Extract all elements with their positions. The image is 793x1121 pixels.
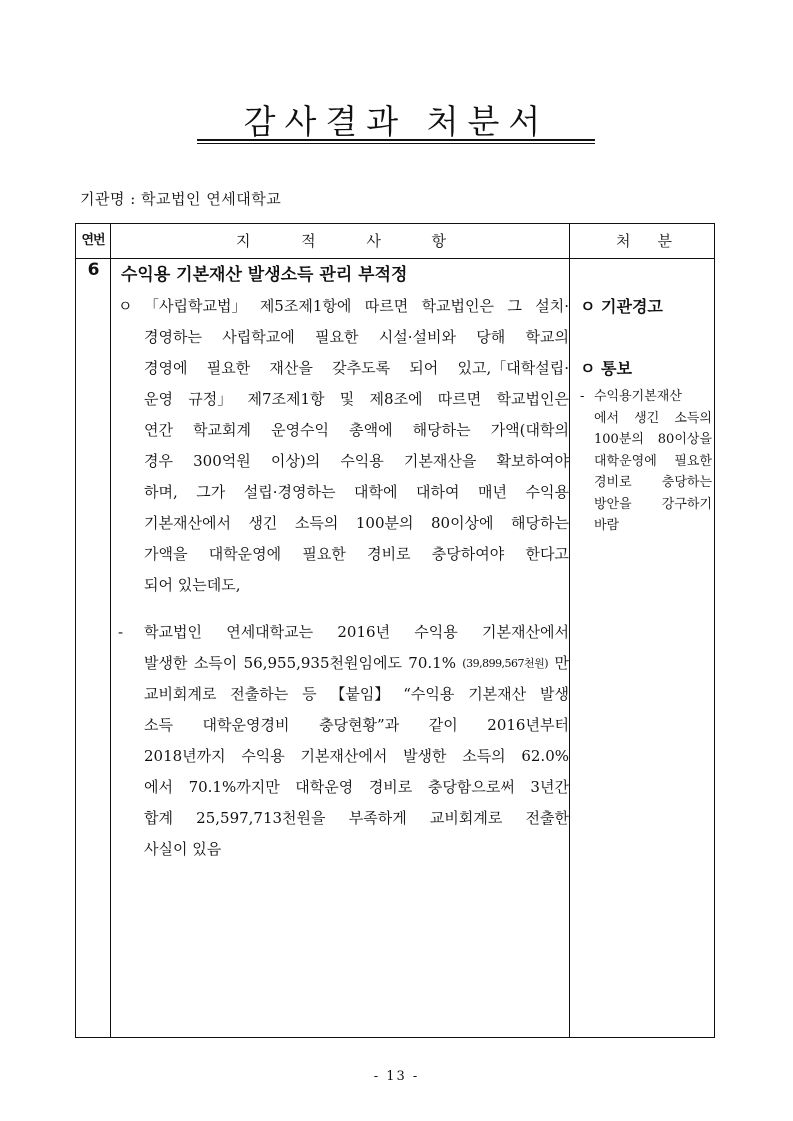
text-word: 대하여: [416, 483, 460, 501]
text-word: 25,597,713천원을: [196, 809, 326, 827]
text-word: 시설·설비와: [378, 328, 456, 346]
finding-paragraph-2: [114, 617, 569, 865]
text-line: [114, 446, 569, 477]
text-word: 확보하여야: [496, 452, 569, 470]
text-word: 기본재산에서: [300, 747, 388, 765]
text-word: 필요한: [314, 328, 359, 346]
text-word: 운영수익: [271, 421, 330, 439]
text-word: 재산을: [269, 359, 313, 377]
text-word: 하며,: [144, 483, 178, 501]
text-word: 부족하게: [348, 809, 407, 827]
text-word: 등: [302, 685, 317, 703]
text-word: 만: [554, 654, 569, 672]
text-word: 해당하는: [412, 421, 471, 439]
text-word: 대학운영에: [594, 453, 657, 469]
text-word: 2016년부터: [487, 716, 569, 734]
action-column: [576, 224, 714, 1039]
text-word: 되어 있는데도,: [144, 576, 241, 594]
text-word: 소득이: [193, 654, 238, 672]
text-word: 사립학교에: [222, 328, 295, 346]
text-word: 필요한: [674, 453, 712, 469]
text-word: 수익용: [241, 747, 285, 765]
text-word: 경영에: [144, 359, 188, 377]
text-line: [114, 710, 569, 741]
text-word: 그: [507, 297, 522, 315]
text-line: [114, 570, 569, 601]
text-word: 대학에: [354, 483, 398, 501]
text-word: 2018년까지: [144, 747, 226, 765]
text-line: [114, 353, 569, 384]
text-word: 같이: [428, 716, 458, 734]
text-word: 제5조제1항에: [259, 297, 352, 315]
item-number: 6: [87, 260, 100, 280]
text-word: 에서: [144, 778, 173, 796]
text-word: 한다고: [525, 545, 569, 563]
title-underline-thin: [197, 143, 595, 144]
text-word: 방안을: [594, 496, 632, 512]
text-word: 발생: [539, 685, 569, 703]
text-line: [580, 429, 712, 451]
text-line: [580, 408, 712, 430]
text-line: [114, 803, 569, 834]
text-word: 충당현황”과: [319, 716, 400, 734]
text-word: 충당하여야: [431, 545, 505, 563]
text-line: [114, 477, 569, 508]
text-word: 62.0%: [521, 747, 569, 765]
bullet-marker: -: [580, 389, 585, 404]
action-institution-warning: ㅇ 기관경고: [580, 297, 663, 316]
text-line: [580, 472, 712, 494]
text-word: (39,899,567천원): [462, 657, 549, 670]
column-divider: [110, 224, 111, 1037]
text-word: 대학운영: [295, 778, 354, 796]
text-word: 제7조제1항: [247, 390, 325, 408]
text-word: 기본재산에서: [144, 514, 231, 532]
text-word: 제8조에: [369, 390, 423, 408]
text-word: 교비회계로: [144, 685, 217, 703]
text-word: 발생한: [403, 747, 447, 765]
header-action-char: 처: [616, 232, 631, 250]
text-word: 따르면: [437, 390, 482, 408]
text-line: [114, 741, 569, 772]
text-word: 되어: [409, 359, 439, 377]
bullet-marker: ㅇ: [118, 297, 133, 315]
text-word: 수익용: [414, 623, 458, 641]
text-word: 이상)의: [270, 452, 321, 470]
text-word: 소득의: [294, 514, 339, 532]
text-word: 학교회계: [193, 421, 252, 439]
text-word: 대학운영에: [208, 545, 282, 563]
text-word: 100분의: [355, 514, 414, 532]
text-word: 소득: [144, 716, 173, 734]
item-title: 수익용 기본재산 발생소득 관리 부적정: [121, 265, 408, 285]
text-word: 학교의: [525, 328, 569, 346]
text-word: 발생한: [144, 654, 188, 672]
text-word: 전출한: [525, 809, 569, 827]
text-word: 해당하는: [511, 514, 569, 532]
text-word: 소득의: [462, 747, 506, 765]
text-line: [580, 451, 712, 473]
action-notice: ㅇ 통보: [580, 359, 632, 378]
text-line: [114, 384, 569, 415]
text-line: [114, 322, 569, 353]
text-word: 경비로: [367, 545, 411, 563]
text-word: 당해: [476, 328, 506, 346]
text-word: 80이상을: [657, 432, 712, 447]
text-word: 가액을: [144, 545, 188, 563]
action-notice-detail: [580, 386, 712, 537]
text-word: 에서: [594, 410, 620, 426]
text-word: 따르면: [364, 297, 409, 315]
text-word: 【붙임】: [330, 685, 390, 703]
text-word: 전출하는: [230, 685, 289, 703]
header-findings-char: 지: [236, 232, 251, 250]
text-word: 규정」: [188, 390, 233, 408]
text-word: 학교법인: [144, 623, 202, 641]
text-line: [114, 539, 569, 570]
text-word: 경우: [144, 452, 173, 470]
text-word: 합계: [144, 809, 173, 827]
text-word: 가액(대학의: [490, 421, 569, 439]
text-word: 갖추도록: [332, 359, 391, 377]
header-action-char: 분: [657, 232, 672, 250]
text-word: 운영: [144, 390, 173, 408]
finding-paragraph-1: [114, 291, 569, 601]
text-line: [114, 834, 569, 865]
text-word: 수익용기본재산: [594, 389, 682, 404]
text-word: 300억원: [193, 452, 251, 470]
text-word: 연간: [144, 421, 173, 439]
text-word: 있고,「대학설립·: [457, 359, 569, 377]
text-word: 소득의: [674, 410, 712, 426]
text-word: 경비로: [368, 778, 413, 796]
text-word: 56,955,935천원임에도: [243, 654, 402, 672]
text-word: 생긴: [248, 514, 278, 532]
text-line: [580, 494, 712, 516]
text-word: 교비회계로: [429, 809, 503, 827]
text-word: 충당하는: [661, 475, 712, 490]
text-word: 80이상에: [430, 514, 494, 532]
text-word: 수익용: [340, 452, 384, 470]
text-word: 및: [339, 390, 355, 408]
text-word: 그가: [196, 483, 226, 501]
text-word: 100분의: [594, 432, 644, 447]
text-word: 바람: [594, 518, 620, 533]
text-line: [114, 772, 569, 803]
text-word: 강구하기: [661, 496, 712, 512]
header-findings-char: 적: [301, 232, 316, 250]
bullet-marker: -: [118, 623, 124, 641]
title-underline: [197, 139, 595, 141]
column-divider: [569, 224, 570, 1037]
text-word: 기본재산에서: [482, 623, 569, 641]
text-word: 학교법인은: [421, 297, 495, 315]
text-word: 경비로: [594, 475, 632, 490]
text-word: 설립·경영하는: [243, 483, 336, 501]
text-line: [114, 679, 569, 710]
page-number: - 13 -: [373, 1069, 420, 1084]
text-word: 충당함으로써: [427, 778, 515, 796]
header-no: 연번: [81, 233, 105, 248]
text-word: 연세대학교는: [226, 623, 314, 641]
text-line: [114, 508, 569, 539]
text-word: 수익용: [525, 483, 569, 501]
text-word: 필요한: [302, 545, 346, 563]
text-word: 기본재산: [468, 685, 527, 703]
header-findings-char: 항: [431, 232, 446, 250]
text-word: 기본재산을: [403, 452, 477, 470]
text-word: 사실이 있음: [144, 840, 222, 858]
text-word: “수익용: [403, 685, 455, 703]
disposition-table: [75, 223, 715, 1038]
text-word: 2016년: [337, 623, 391, 641]
text-word: 3년간: [530, 778, 569, 796]
text-word: 70.1%: [408, 654, 456, 672]
organization-name: 기관명 : 학교법인 연세대학교: [80, 190, 282, 208]
text-word: 70.1%까지만: [188, 778, 280, 796]
text-line: [580, 386, 712, 408]
text-word: 필요한: [206, 359, 251, 377]
text-word: 총액에: [349, 421, 393, 439]
text-line: [580, 515, 712, 537]
text-word: 「사립학교법」: [144, 297, 247, 315]
text-line: [114, 415, 569, 446]
text-word: 대학운영경비: [202, 716, 290, 734]
text-line: [114, 291, 569, 322]
text-word: 학교법인은: [496, 390, 569, 408]
text-word: 매년: [478, 483, 507, 501]
header-findings: [236, 224, 446, 258]
text-word: 설치·: [535, 297, 569, 315]
document-title: 감사결과 처분서: [243, 102, 550, 141]
text-line: [114, 617, 569, 648]
header-findings-char: 사: [366, 232, 381, 250]
text-word: 경영하는: [144, 328, 202, 346]
text-word: 생긴: [634, 410, 660, 426]
text-line: [114, 648, 569, 679]
